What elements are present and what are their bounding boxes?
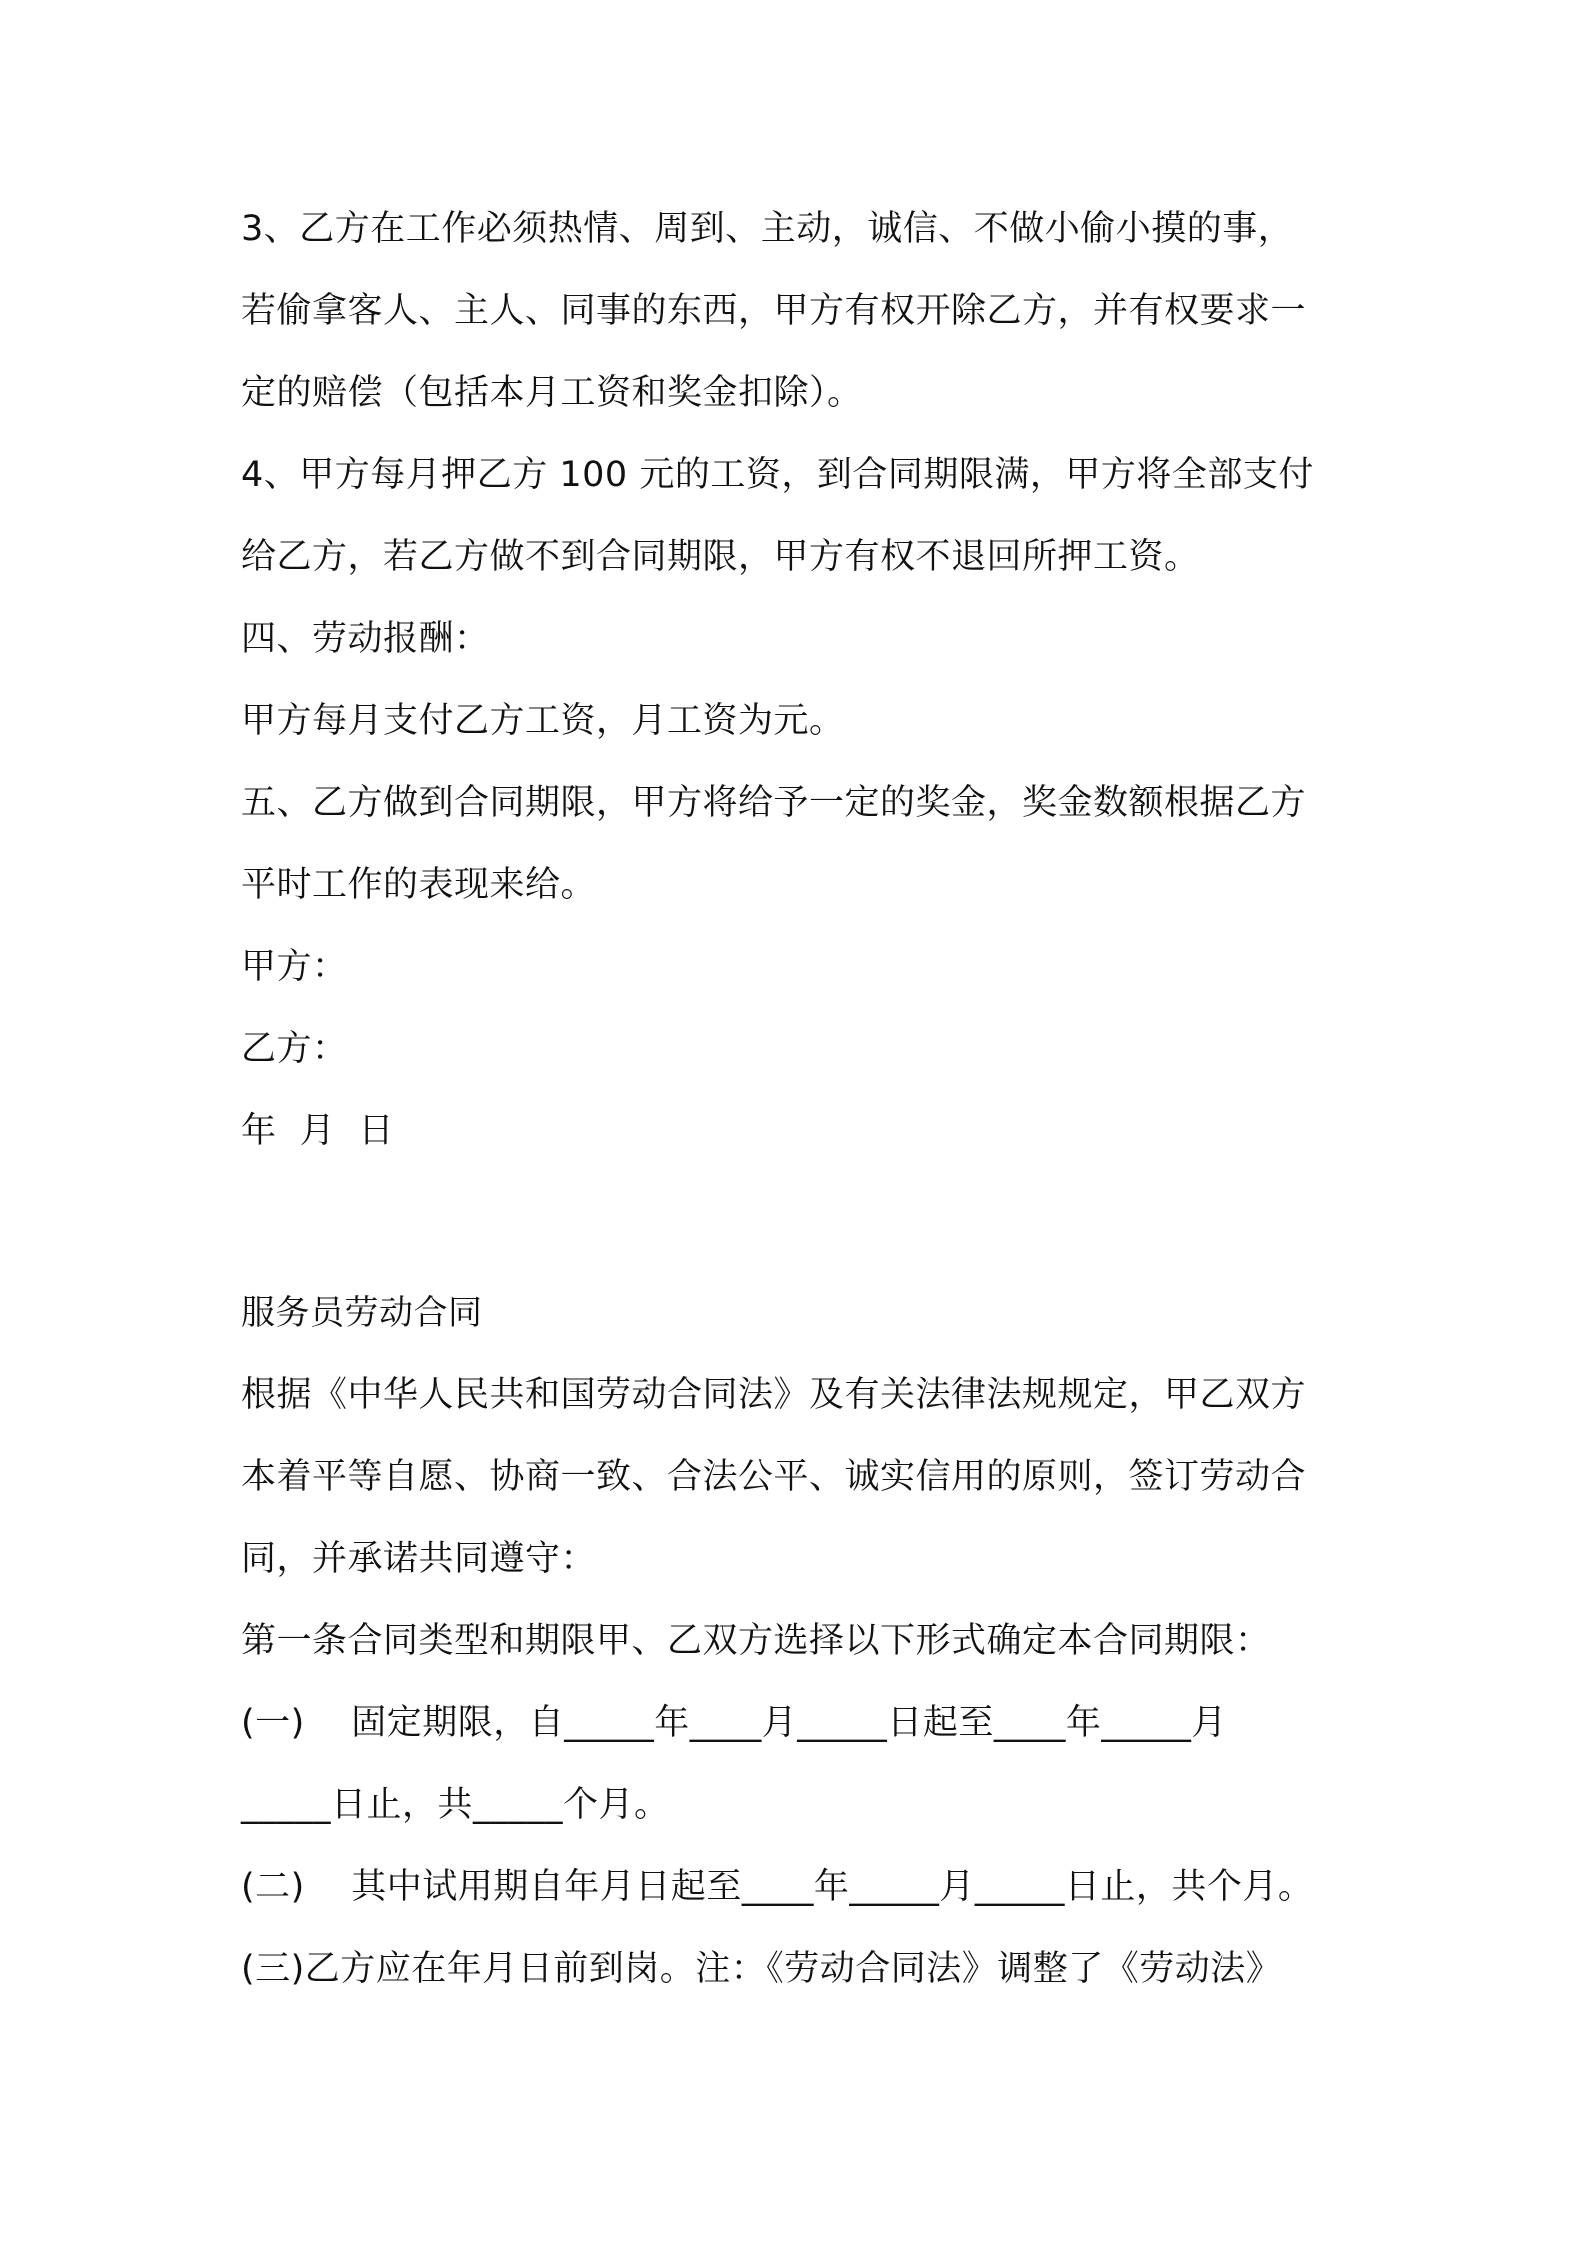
party-b-signature-label: 乙方： <box>241 1029 348 1069</box>
clause-3-line-2: 若偷拿客人、主人、同事的东西，甲方有权开除乙方，并有权要求一 <box>241 291 1307 331</box>
intro-line-3: 同，并承诺共同遵守： <box>241 1539 597 1579</box>
fixed-term-line-1: (一) 固定期限，自_____年____月_____日起至____年_____月 <box>241 1703 1227 1743</box>
date-line: 年 月 日 <box>241 1111 395 1151</box>
party-a-signature-label: 甲方： <box>241 947 348 987</box>
probation-line: (二) 其中试用期自年月日起至____年_____月_____日止，共个月。 <box>241 1867 1314 1907</box>
section-5-line-1: 五、乙方做到合同期限，甲方将给予一定的奖金，奖金数额根据乙方 <box>241 783 1307 823</box>
section-5-line-2: 平时工作的表现来给。 <box>241 865 597 905</box>
article-1-heading: 第一条合同类型和期限甲、乙双方选择以下形式确定本合同期限： <box>241 1621 1271 1661</box>
clause-4-line-2: 给乙方，若乙方做不到合同期限，甲方有权不退回所押工资。 <box>241 537 1200 577</box>
section-4-heading: 四、劳动报酬： <box>241 619 490 659</box>
intro-line-2: 本着平等自愿、协商一致、合法公平、诚实信用的原则，签订劳动合 <box>241 1457 1307 1497</box>
clause-3-line-3: 定的赔偿（包括本月工资和奖金扣除）。 <box>241 373 863 413</box>
salary-line: 甲方每月支付乙方工资，月工资为元。 <box>241 701 845 741</box>
contract-title: 服务员劳动合同 <box>241 1293 483 1333</box>
intro-line-1: 根据《中华人民共和国劳动合同法》及有关法律法规规定，甲乙双方 <box>241 1375 1307 1415</box>
start-date-line: (三)乙方应在年月日前到岗。注：《劳动合同法》调整了《劳动法》 <box>241 1949 1282 1989</box>
fixed-term-line-2: _____日止，共_____个月。 <box>241 1785 670 1825</box>
clause-4-line-1: 4、甲方每月押乙方 100 元的工资，到合同期限满，甲方将全部支付 <box>241 455 1314 495</box>
clause-3-line-1: 3、乙方在工作必须热情、周到、主动，诚信、不做小偷小摸的事， <box>241 209 1294 249</box>
